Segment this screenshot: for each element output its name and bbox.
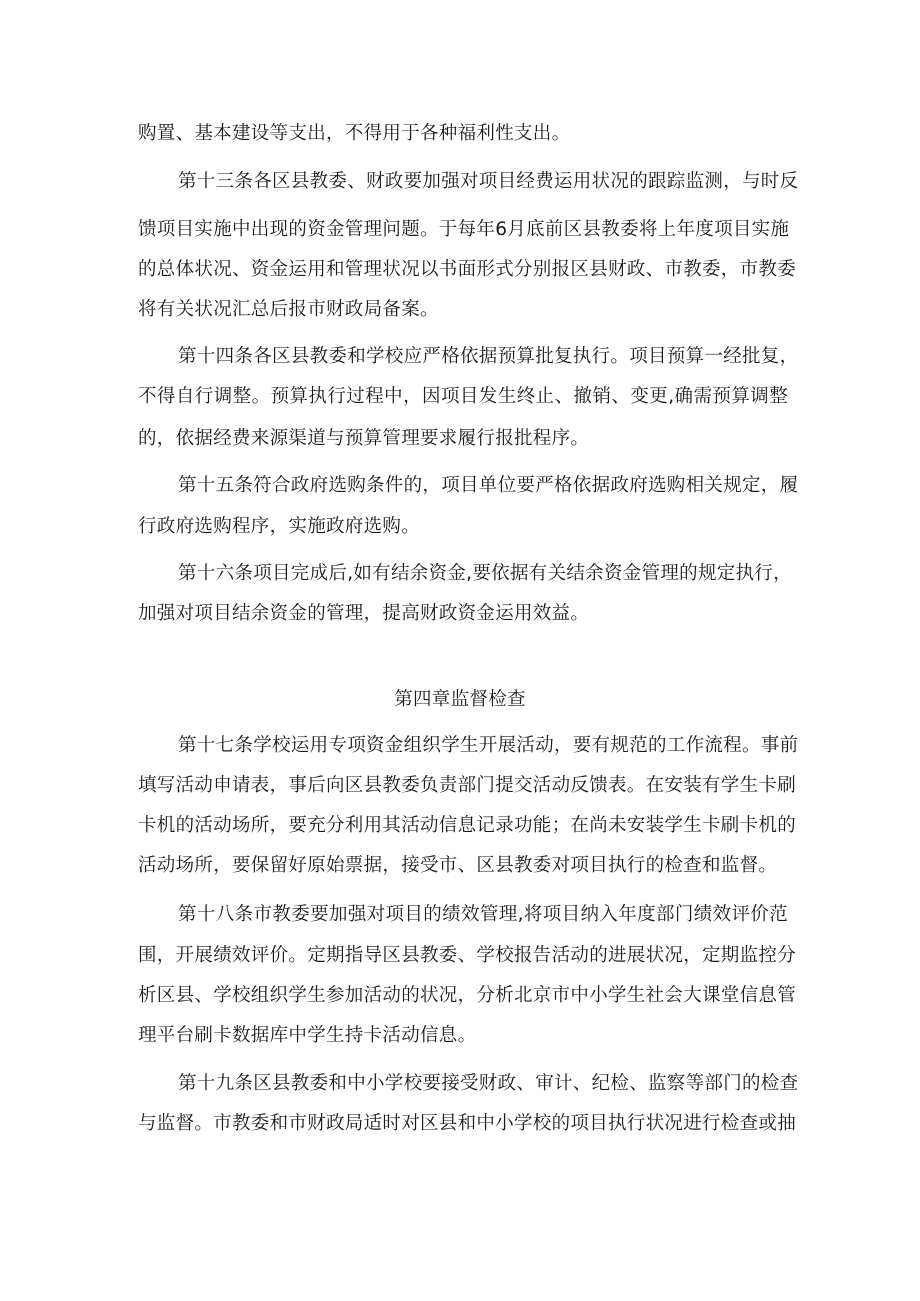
text-line: 行政府选购程序，实施政府选购。 — [138, 516, 421, 537]
text-line: 第十七条学校运用专项资金组织学生开展活动，要有规范的工作流程。事前 — [178, 735, 799, 756]
text-line: 加强对项目结余资金的管理，提高财政资金运用效益。 — [138, 603, 590, 624]
text-line: 购置、基本建设等支出，不得用于各种福利性支出。 — [138, 123, 571, 144]
text-line: 第十五条符合政府选购条件的，项目单位要严格依据政府选购相关规定，履 — [178, 475, 799, 496]
text-line: 与监督。市教委和市财政局适时对区县和中小学校的项目执行状况进行检查或抽 — [138, 1113, 797, 1134]
text-line: 不得自行调整。预算执行过程中，因项目发生终止、撤销、变更,确需预算调整 — [138, 386, 788, 407]
text-line: 第十八条市教委要加强对项目的绩效管理,将项目纳入年度部门绩效评价范 — [178, 904, 788, 925]
text-line: 馈项目实施中出现的资金管理问题。于每年6月底前区县教委将上年度项目实施 — [138, 219, 790, 240]
text-line: 填写活动申请表，事后向区县教委负责部门提交活动反馈表。在安装有学生卡刷 — [138, 775, 797, 796]
chapter-heading: 第四章监督检查 — [394, 689, 526, 710]
text-line: 析区县、学校组织学生参加活动的状况，分析北京市中小学生社会大课堂信息管 — [138, 985, 797, 1006]
text-line: 第十四条各区县教委和学校应严格依据预算批复执行。项目预算一经批复， — [178, 346, 799, 367]
text-line: 第十九条区县教委和中小学校要接受财政、审计、纪检、监察等部门的检查 — [178, 1073, 799, 1094]
text-line: 理平台刷卡数据库中学生持卡活动信息。 — [138, 1025, 477, 1046]
text-line: 的，依据经费来源渠道与预算管理要求履行报批程序。 — [138, 428, 590, 449]
text-line: 围，开展绩效评价。定期指导区县教委、学校报告活动的进展状况，定期监控分 — [138, 945, 797, 966]
text-line: 第十六条项目完成后,如有结余资金,要依据有关结余资金管理的规定执行， — [178, 563, 792, 584]
text-line: 卡机的活动场所，要充分利用其活动信息记录功能；在尚未安装学生卡刷卡机的 — [138, 815, 797, 836]
text-line: 的总体状况、资金运用和管理状况以书面形式分别报区县财政、市教委，市教委 — [138, 259, 797, 280]
text-line: 第十三条各区县教委、财政要加强对项目经费运用状况的跟踪监测，与时反 — [178, 171, 799, 192]
text-line: 将有关状况汇总后报市财政局备案。 — [138, 299, 439, 320]
text-line: 活动场所，要保留好原始票据，接受市、区县教委对项目执行的检查和监督。 — [138, 855, 778, 876]
